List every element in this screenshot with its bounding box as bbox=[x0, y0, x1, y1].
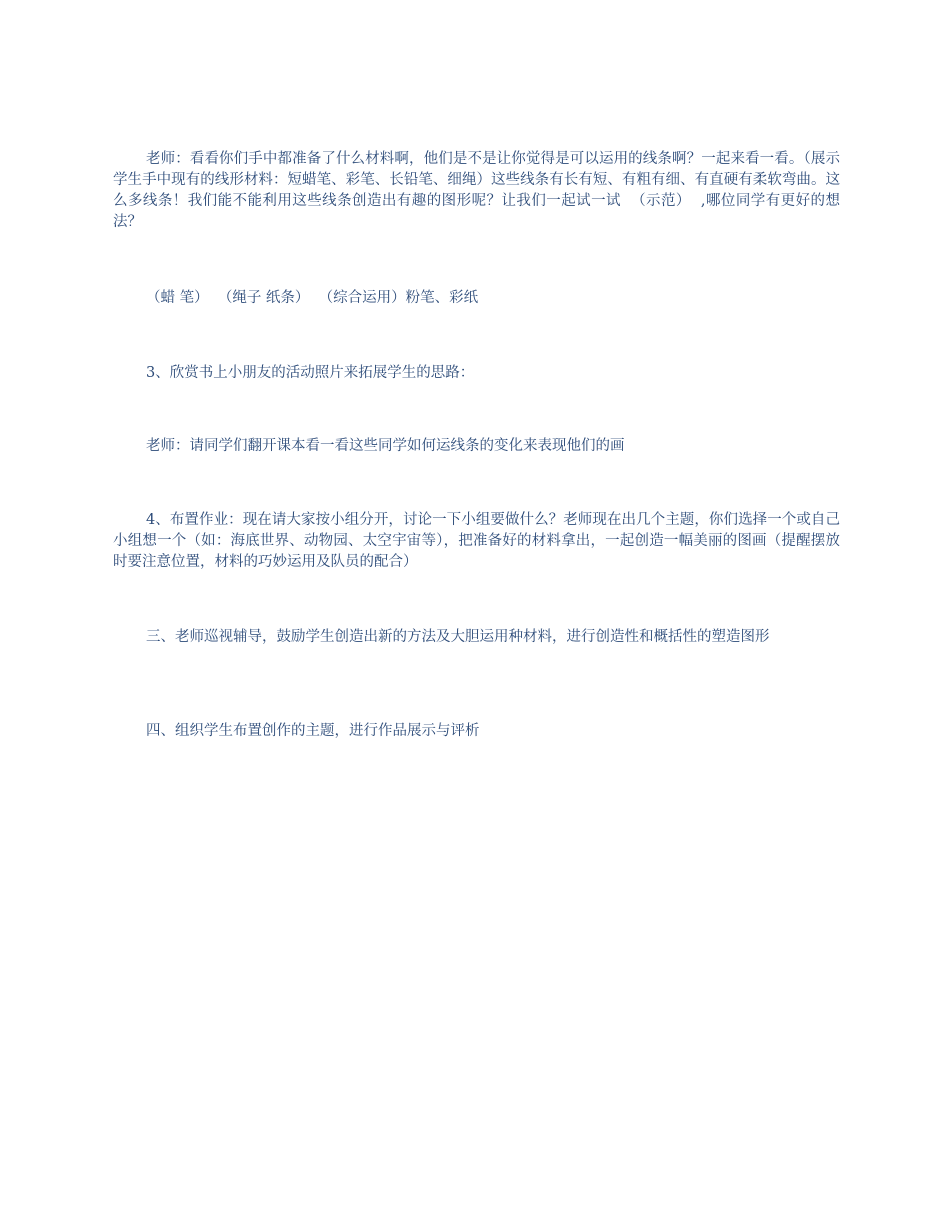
paragraph-section-4: 四、组织学生布置创作的主题，进行作品展示与评析 bbox=[146, 723, 480, 739]
paragraph-step-4: 4、布置作业：现在请大家按小组分开，讨论一下小组要做什么？老师现在出几个主题，你们选择一个或自己小组想一个（如：海底世界、动物园、太空宇宙等），把准备好的材料拿出，一起创造一幅美丽的图画（提醒摆放时要注意位置，材料的巧妙运用及队员的配合） bbox=[113, 512, 840, 570]
paragraph-step-3: 3、欣赏书上小朋友的活动照片来拓展学生的思路： bbox=[146, 365, 475, 381]
paragraph-materials-list: （蜡 笔） （绳子 纸条） （综合运用）粉笔、彩纸 bbox=[146, 290, 479, 306]
paragraph-teacher-materials: 老师：看看你们手中都准备了什么材料啊，他们是不是让你觉得是可以运用的线条啊？一起来看一看。（展示学生手中现有的线形材料：短蜡笔、彩笔、长铅笔、细绳）这些线条有长有短、有粗有细、有直硬有柔软弯曲。这么多线条！我们能不能利用这些线条创造出有趣的图形呢？让我们一起试一试 （示范） ,哪位同学有更好的想法？ bbox=[113, 151, 840, 230]
paragraph-teacher-textbook: 老师：请同学们翻开课本看一看这些同学如何运线条的变化来表现他们的画 bbox=[146, 438, 625, 454]
paragraph-section-3: 三、老师巡视辅导，鼓励学生创造出新的方法及大胆运用种材料，进行创造性和概括性的塑造图形 bbox=[146, 629, 770, 645]
